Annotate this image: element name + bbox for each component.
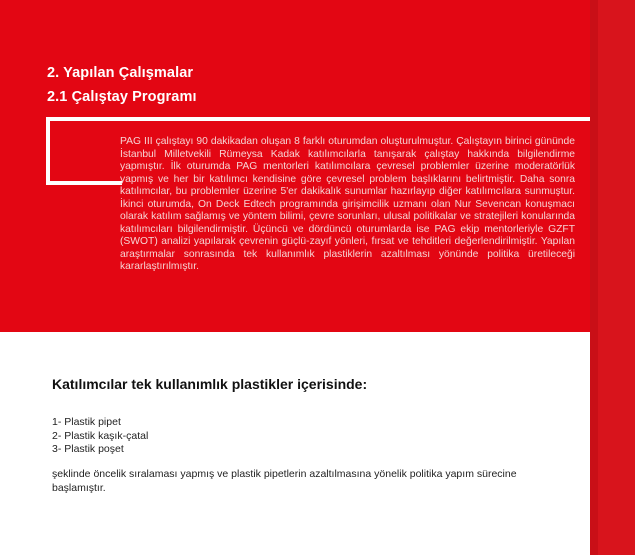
workshop-paragraph: PAG III çalıştayı 90 dakikadan oluşan 8 farklı oturumdan oluşturulmuştur. Çalıştayın birinci gününde İstanbul Milletvekili Rümeysa Kadak katılımcılarla tanışarak çalıştay hakkında bilgilendirme yapmıştır. İlk oturumda PAG mentorleri katılımcılara çevresel problemler üzerine moderatörlük yapmış ve her bir katılımcı kendisine göre çevresel problem başlıklarını belirtmiştir. Daha sonra katılımcılar, bu problemler üzerine 5'er dakikalık sunumlar hazırlayıp diğer katılımcılara sunmuştur. İkinci oturumda, On Deck Edtech programında girişimcilik uzmanı olan Nur Sevencan konuşmacı olarak katılım sağlamış ve yöntem bilimi, çevre sorunları, ulusal politikalar ve stratejileri konularında katılımcıları bilgilendirmiştir. Üçüncü ve dördüncü oturumlarda ise PAG ekip mentorleriyle GZFT (SWOT) analizi yapılarak çevrenin güçlü-zayıf yönleri, fırsat ve tehditleri değerlendirilmiştir. Yapılan araştırmalar sonrasında tek kullanımlık plastiklerin azaltılması yönünde politika üretileceği kararlaştırılmıştır. [120,136,575,272]
closing-paragraph: şeklinde öncelik sıralaması yapmış ve plastik pipetlerin azaltılmasına yönelik politika yapım sürecine başlamıştır. [52,468,517,494]
list-item: 3- Plastik poşet [52,443,124,455]
subsection-title: 2.1 Çalıştay Programı [47,89,197,105]
list-item: 1- Plastik pipet [52,416,121,428]
frame-top-line [46,117,590,121]
participants-heading: Katılımcılar tek kullanımlık plastikler içerisinde: [52,376,368,392]
frame-bracket [46,117,122,185]
section-title: 2. Yapılan Çalışmalar [47,65,194,81]
plastic-priority-list [52,416,148,457]
red-side-strip-edge [590,0,598,555]
list-item: 2- Plastik kaşık-çatal [52,429,149,442]
